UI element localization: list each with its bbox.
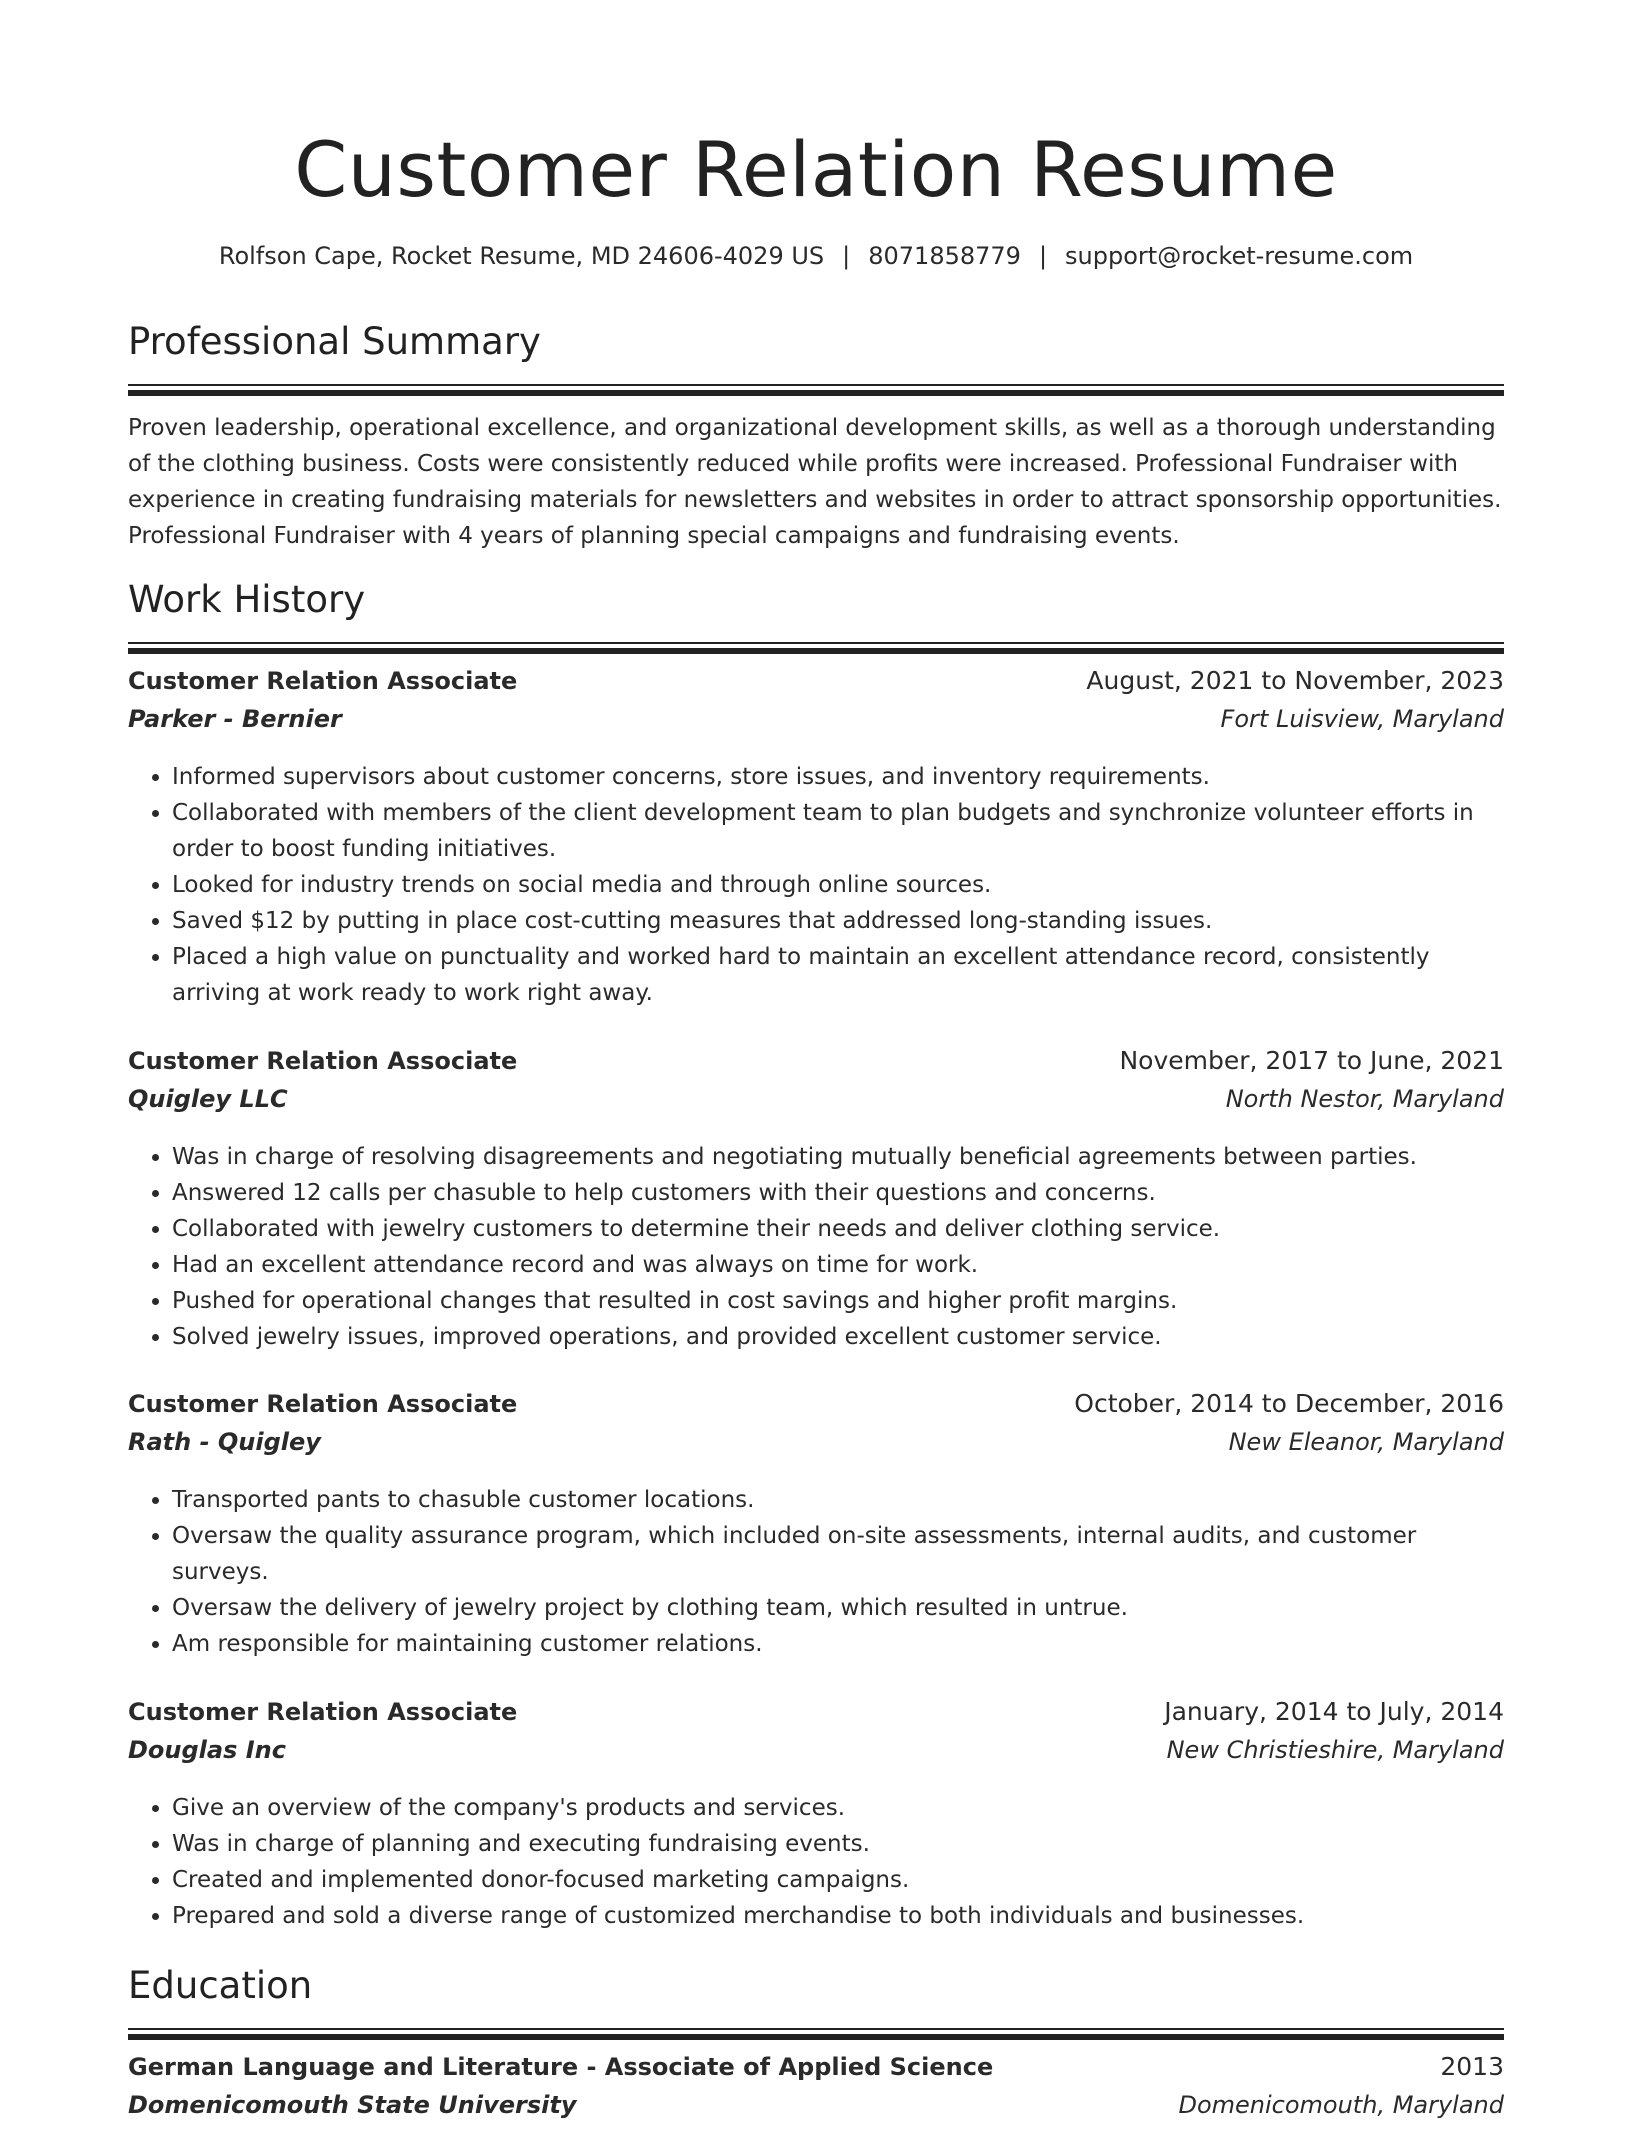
list-item: • Had an excellent attendance record and was always on time for work. bbox=[172, 1247, 1504, 1283]
job-subheader-row bbox=[128, 1085, 1504, 1124]
list-item: • Collaborated with members of the client development team to plan budgets and synchronize volunteer efforts in order to boost funding initiatives. bbox=[172, 795, 1504, 867]
education-school: Domenicomouth State University bbox=[128, 2091, 577, 2119]
job-location: Fort Luisview, Maryland bbox=[1220, 705, 1504, 733]
job-bullet-list bbox=[128, 1139, 1504, 1355]
job-subheader-row bbox=[128, 705, 1504, 744]
job-dates: August, 2021 to November, 2023 bbox=[1086, 666, 1504, 695]
job-bullet-list bbox=[128, 1482, 1504, 1662]
section-heading-education: Education bbox=[128, 1964, 313, 2007]
education-location: Domenicomouth, Maryland bbox=[1178, 2091, 1504, 2119]
list-item: • Informed supervisors about customer concerns, store issues, and inventory requirements. bbox=[172, 759, 1504, 795]
education-entry bbox=[128, 2052, 1504, 2130]
summary-text: Proven leadership, operational excellence, and organizational development skills, as well as a thorough understanding of the clothing business. Costs were consistently reduced while profits were increased. Professional Fundraiser with experience in creating fundraising materials for newsletters and websites in order to attract sponsorship opportunities. Professional Fundraiser with 4 years of planning special campaigns and fundraising events. bbox=[128, 415, 1502, 549]
job-subheader-row bbox=[128, 1428, 1504, 1467]
list-item: • Prepared and sold a diverse range of customized merchandise to both individuals and businesses. bbox=[172, 1898, 1504, 1934]
section-divider bbox=[128, 2028, 1504, 2040]
job-location: North Nestor, Maryland bbox=[1225, 1085, 1504, 1113]
list-item: • Am responsible for maintaining customer relations. bbox=[172, 1626, 1504, 1662]
education-header-row bbox=[128, 2052, 1504, 2091]
list-item: • Answered 12 calls per chasuble to help customers with their questions and concerns. bbox=[172, 1175, 1504, 1211]
job-bullet-list bbox=[128, 759, 1504, 1011]
list-item: • Placed a high value on punctuality and worked hard to maintain an excellent attendance record, consistently arriving at work ready to work right away. bbox=[172, 939, 1504, 1011]
job-header-row bbox=[128, 666, 1504, 705]
contact-separator: | bbox=[842, 242, 851, 270]
job-title: Customer Relation Associate bbox=[128, 1047, 518, 1075]
list-item: • Transported pants to chasuble customer locations. bbox=[172, 1482, 1504, 1518]
resume-title: Customer Relation Resume bbox=[294, 125, 1338, 214]
job-dates: October, 2014 to December, 2016 bbox=[1074, 1389, 1504, 1418]
list-item: • Collaborated with jewelry customers to determine their needs and deliver clothing service. bbox=[172, 1211, 1504, 1247]
education-degree: German Language and Literature - Associate of Applied Science bbox=[128, 2053, 994, 2081]
list-item: • Pushed for operational changes that resulted in cost savings and higher profit margins. bbox=[172, 1283, 1504, 1319]
section-divider bbox=[128, 384, 1504, 396]
section-divider bbox=[128, 642, 1504, 654]
job-dates: November, 2017 to June, 2021 bbox=[1119, 1046, 1504, 1075]
list-item: • Looked for industry trends on social media and through online sources. bbox=[172, 867, 1504, 903]
job-subheader-row bbox=[128, 1736, 1504, 1775]
contact-phone: 8071858779 bbox=[868, 242, 1021, 270]
list-item: • Was in charge of resolving disagreements and negotiating mutually beneficial agreements between parties. bbox=[172, 1139, 1504, 1175]
contact-separator: | bbox=[1038, 242, 1048, 270]
contact-line bbox=[128, 238, 1504, 274]
job-title: Customer Relation Associate bbox=[128, 1698, 518, 1726]
contact-address: Rolfson Cape, Rocket Resume, MD 24606-4029 US bbox=[218, 242, 825, 270]
list-item: • Was in charge of planning and executing fundraising events. bbox=[172, 1826, 1504, 1862]
job-header-row bbox=[128, 1389, 1504, 1428]
job-location: New Christieshire, Maryland bbox=[1166, 1736, 1504, 1764]
job-header-row bbox=[128, 1046, 1504, 1085]
job-company: Quigley LLC bbox=[128, 1085, 288, 1113]
job-entry bbox=[128, 666, 1504, 1011]
education-section bbox=[128, 1962, 1504, 2040]
list-item: • Oversaw the delivery of jewelry project by clothing team, which resulted in untrue. bbox=[172, 1590, 1504, 1626]
contact-email: support@rocket-resume.com bbox=[1065, 242, 1414, 270]
summary-section bbox=[128, 318, 1504, 554]
job-company: Rath - Quigley bbox=[128, 1428, 321, 1456]
list-item: • Give an overview of the company's products and services. bbox=[172, 1790, 1504, 1826]
education-year: 2013 bbox=[1440, 2052, 1504, 2081]
job-title: Customer Relation Associate bbox=[128, 667, 518, 695]
work-history-section bbox=[128, 576, 1504, 654]
education-subheader-row bbox=[128, 2091, 1504, 2130]
job-entry bbox=[128, 1046, 1504, 1355]
section-heading-summary: Professional Summary bbox=[128, 320, 541, 363]
list-item: • Created and implemented donor-focused marketing campaigns. bbox=[172, 1862, 1504, 1898]
job-entry bbox=[128, 1697, 1504, 1934]
job-dates: January, 2014 to July, 2014 bbox=[1164, 1697, 1504, 1726]
job-header-row bbox=[128, 1697, 1504, 1736]
job-company: Douglas Inc bbox=[128, 1736, 286, 1764]
list-item: • Saved $12 by putting in place cost-cutting measures that addressed long-standing issues. bbox=[172, 903, 1504, 939]
list-item: • Solved jewelry issues, improved operations, and provided excellent customer service. bbox=[172, 1319, 1504, 1355]
job-company: Parker - Bernier bbox=[128, 705, 342, 733]
section-heading-work-history: Work History bbox=[128, 578, 366, 621]
job-title: Customer Relation Associate bbox=[128, 1390, 518, 1418]
job-bullet-list bbox=[128, 1790, 1504, 1934]
job-entry bbox=[128, 1389, 1504, 1662]
list-item: • Oversaw the quality assurance program, which included on-site assessments, internal audits, and customer surveys. bbox=[172, 1518, 1504, 1590]
job-location: New Eleanor, Maryland bbox=[1228, 1428, 1504, 1456]
